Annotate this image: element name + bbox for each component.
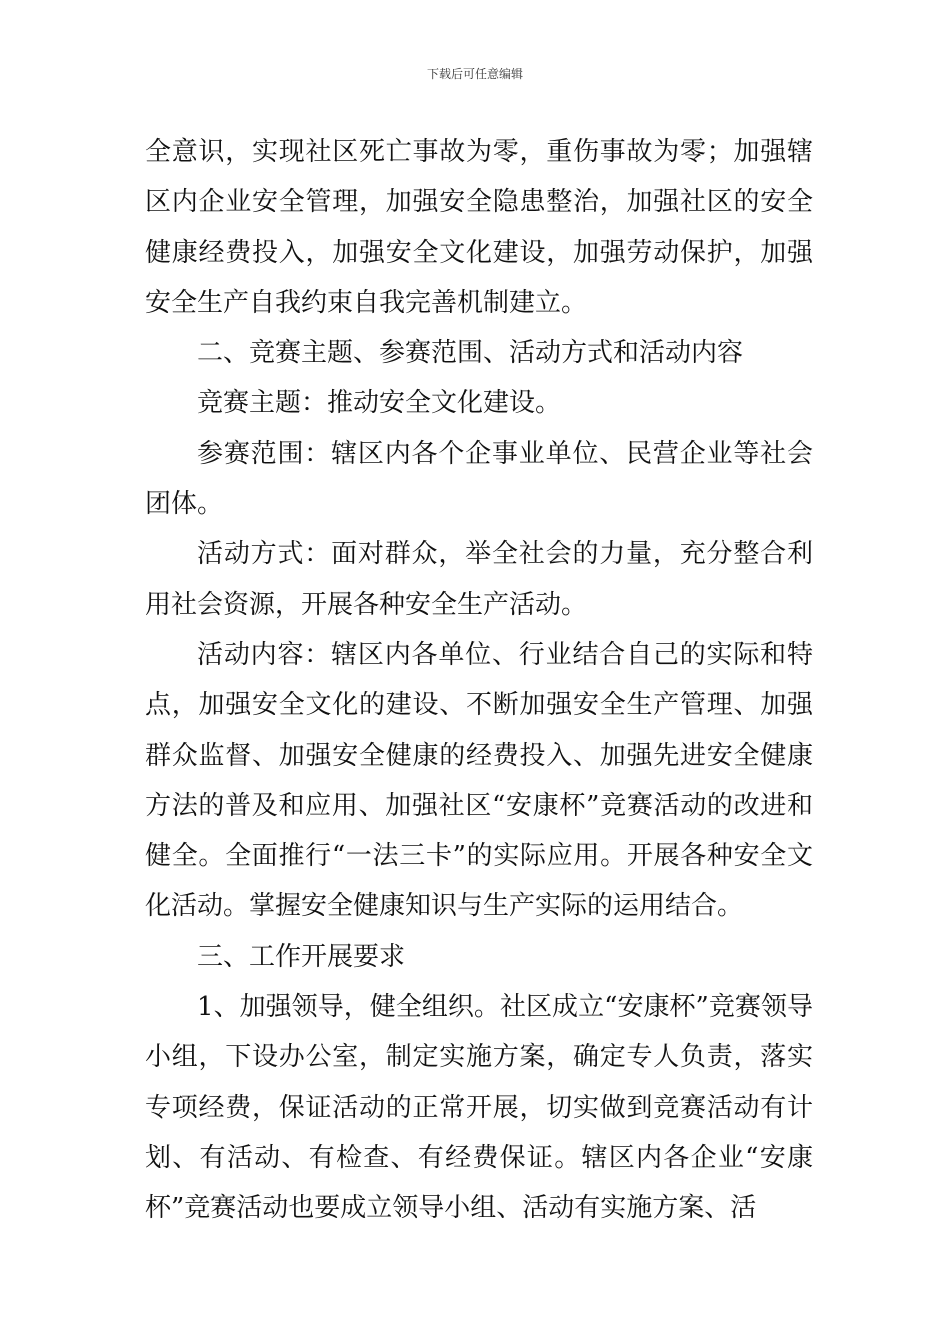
paragraph-content: 活动内容：辖区内各单位、行业结合自己的实际和特点，加强安全文化的建设、不断加强安全生产管理、加强群众监督、加强安全健康的经费投入、加强先进安全健康方法的普及和应用、加强社区“安康杯”竞赛活动的改进和健全。全面推行“一法三卡”的实际应用。开展各种安全文化活动。掌握安全健康知识与生产实际的运用结合。	[145, 639, 813, 922]
paragraph-requirement-1: 1、加强领导，健全组织。社区成立“安康杯”竞赛领导小组，下设办公室，制定实施方案，确定专人负责，落实专项经费，保证活动的正常开展，切实做到竞赛活动有计划、有活动、有检查、有经费保证。辖区内各企业“安康杯”竞赛活动也要成立领导小组、活动有实施方案、活	[145, 992, 813, 1224]
paragraph-theme: 竞赛主题：推动安全文化建设。	[197, 388, 562, 419]
paragraph-safety-goals: 全意识，实现社区死亡事故为零，重伤事故为零；加强辖区内企业安全管理，加强安全隐患整治，加强社区的安全健康经费投入，加强安全文化建设，加强劳动保护，加强安全生产自我约束自我完善机制建立。	[145, 137, 813, 318]
paragraph-scope: 参赛范围：辖区内各个企事业单位、民营企业等社会团体。	[145, 438, 813, 520]
section-heading-3: 三、工作开展要求	[197, 941, 406, 972]
section-heading-2: 二、竞赛主题、参赛范围、活动方式和活动内容	[197, 338, 744, 369]
document-body	[145, 127, 813, 1234]
paragraph-method: 活动方式：面对群众，举全社会的力量，充分整合利用社会资源，开展各种安全生产活动。	[145, 539, 813, 620]
page-header: 下载后可任意编辑	[426, 67, 523, 81]
